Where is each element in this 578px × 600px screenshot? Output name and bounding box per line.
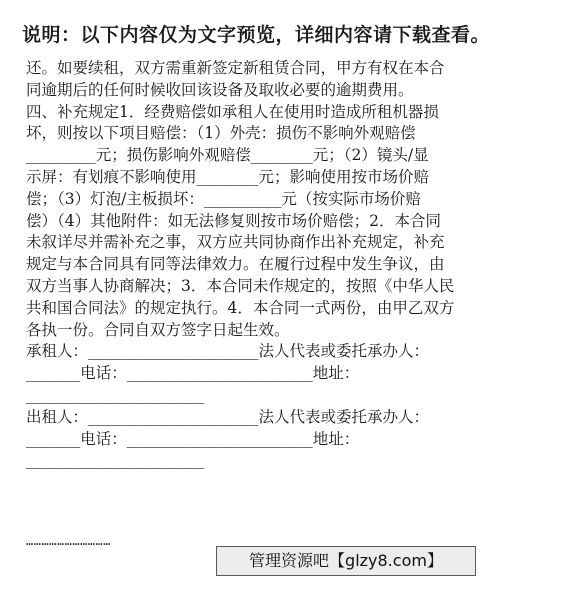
preview-notice: 说明：以下内容仅为文字预览，详细内容请下载查看。 (22, 24, 491, 46)
lessor-phone-address-line: _______电话：________________________地址： (26, 429, 360, 448)
body-line: 还。如要续租，双方需重新签定新租赁合同，甲方有权在本合 (26, 59, 445, 77)
site-watermark-link[interactable]: 管理资源吧【glzy8.com】 (216, 546, 476, 576)
body-line: 双方当事人协商解决；3．本合同未作规定的，按照《中华人民 (26, 276, 455, 295)
body-line: 四、补充规定1．经费赔偿如承租人在使用时造成所租机器损 (26, 102, 439, 121)
lessor-address-blank: _______________________ (26, 451, 205, 470)
continuation-ellipsis: …………………………… (26, 534, 111, 548)
body-line: 共和国合同法》的规定执行。4．本合同一式两份，由甲乙双方 (26, 298, 455, 317)
body-line: 坏，则按以下项目赔偿：（1）外壳：损伤不影响外观赔偿 (26, 124, 416, 143)
body-line: 偿）（4）其他附件：如无法修复则按市场价赔偿；2．本合同 (26, 211, 441, 230)
document-body (26, 58, 560, 472)
body-line: 示屏：有划痕不影响使用________元；影响使用按市场价赔 (26, 167, 430, 186)
lessee-signature-line: 承租人：______________________法人代表或委托承办人： (26, 342, 430, 361)
body-line: 同逾期后的任何时候收回该设备及取收必要的逾期费用。 (26, 80, 414, 99)
lessee-address-blank: _______________________ (26, 385, 205, 404)
body-line: 各执一份。合同自双方签字日起生效。 (26, 320, 290, 339)
body-line: _________元；损伤影响外观赔偿________元；（2）镜头/显 (26, 146, 429, 165)
body-line: 未叙详尽并需补充之事，双方应共同协商作出补充规定，补充 (26, 233, 445, 252)
body-line: 规定与本合同具有同等法律效力。在履行过程中发生争议，由 (26, 255, 445, 274)
lessor-signature-line: 出租人：______________________法人代表或委托承办人： (26, 407, 430, 426)
body-line: 偿；（3）灯泡/主板损坏：__________元（按实际市场价赔 (26, 189, 421, 208)
lessee-phone-address-line: _______电话：________________________地址： (26, 364, 360, 383)
